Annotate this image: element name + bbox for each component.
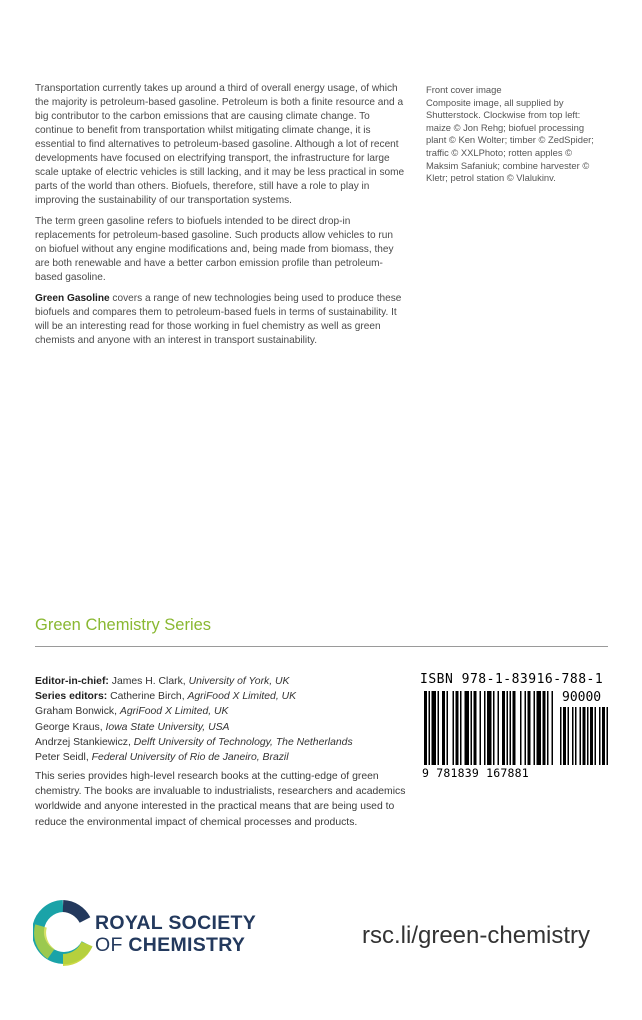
barcode-addon-bar bbox=[599, 707, 601, 765]
series-editor-name: Graham Bonwick, bbox=[35, 706, 120, 718]
barcode-bar bbox=[471, 691, 473, 765]
series-description: This series provides high-level research books at the cutting-edge of green chemistry. The books are invaluable to industrialists, researchers and academics worldwide and anyone interested in the practical means that are being used to reduce the environmental impact of chemical processes and products. bbox=[35, 771, 406, 828]
barcode-bar bbox=[498, 691, 500, 765]
barcode-bar bbox=[442, 691, 445, 765]
description-paragraph-3 bbox=[35, 292, 405, 348]
rsc-logo bbox=[33, 900, 273, 968]
isbn-number: ISBN 978-1-83916-788-1 bbox=[420, 672, 604, 687]
series-editor-name: Peter Seidl, bbox=[35, 752, 92, 764]
cover-image-credit bbox=[426, 84, 606, 185]
barcode-bar bbox=[543, 691, 546, 765]
barcode-addon-number: 90000 bbox=[562, 690, 602, 705]
barcode-bar bbox=[507, 691, 509, 765]
isbn-barcode-block bbox=[420, 672, 612, 782]
barcode-bar bbox=[447, 691, 449, 765]
logo-chemistry: CHEMISTRY bbox=[128, 934, 246, 956]
logo-of: OF bbox=[95, 934, 129, 956]
rsc-logo-text bbox=[95, 912, 256, 956]
book-description bbox=[35, 82, 405, 355]
series-editors bbox=[35, 674, 405, 765]
barcode-digits: 9 781839 167881 bbox=[422, 766, 529, 780]
barcode-addon-bar bbox=[563, 707, 566, 765]
description-paragraph-2: The term green gasoline refers to biofuels intended to be direct drop-in replacements for petroleum-based gasoline. Such products allow vehicles to run on biofuel without any engine modifications and, being made from biomass, they are both renewable and have a better carbon emission profile than petroleum-based gasoline. bbox=[35, 216, 394, 283]
editor-in-chief-affiliation: University of York, UK bbox=[188, 676, 290, 687]
series-editor-affiliation: Iowa State University, USA bbox=[105, 721, 230, 733]
description-paragraph-3-text: covers a range of new technologies being used to produce these biofuels and compares them to petroleum-based fuels in terms of sustainability. It will be an interesting read for those working in fuel chemistry as well as green chemists and anyone with an interest in transport sustainability. bbox=[35, 293, 402, 346]
logo-line-1: ROYAL SOCIETY bbox=[95, 912, 257, 934]
barcode-bar bbox=[510, 691, 512, 765]
barcode-bar bbox=[432, 691, 437, 765]
barcode-bar bbox=[513, 691, 516, 765]
barcode-addon-bar bbox=[590, 707, 593, 765]
barcode-bar bbox=[487, 691, 492, 765]
series-url[interactable]: rsc.li/green-chemistry bbox=[362, 922, 591, 949]
barcode-addon-bar bbox=[575, 707, 577, 765]
series-editor-name: George Kraus, bbox=[35, 721, 106, 733]
barcode-addon-bar bbox=[583, 707, 586, 765]
cover-credit-heading: Front cover image bbox=[426, 84, 502, 95]
barcode-addon-bar bbox=[607, 707, 609, 765]
barcode-addon-bar bbox=[580, 707, 582, 765]
barcode-bar bbox=[474, 691, 477, 765]
barcode-bar bbox=[429, 691, 431, 765]
series-editor-line bbox=[35, 704, 405, 719]
barcode-bar bbox=[520, 691, 522, 765]
barcode-bar bbox=[534, 691, 536, 765]
series-editor-affiliation: Federal University of Rio de Janeiro, Brazil bbox=[91, 752, 289, 764]
barcode-bar bbox=[537, 691, 542, 765]
description-paragraph-1: Transportation currently takes up around a third of overall energy usage, of which the majority is petroleum-based gasoline. Petroleum is both a finite resource and a big contributor to the carbon emissions that are causing climate change. To continue to benefit from transportation whilst mitigating climate change, it is essential to find alternatives to petroleum-based gasoline. Although a lot of recent developments have focused on electrifying transport, the infrastructure for large scale uptake of electric vehicles is still lacking, and it may be less practical in some parts of the world than others. Biofuels, therefore, still have a role to play in improving the sustainability of our transportation systems. bbox=[35, 83, 405, 206]
barcode-bar bbox=[484, 691, 486, 765]
barcode-addon-bar bbox=[587, 707, 589, 765]
barcode-bar bbox=[480, 691, 482, 765]
series-editor-name: Catherine Birch, bbox=[107, 691, 188, 703]
barcode-bar bbox=[424, 691, 427, 765]
barcode-addon-bar bbox=[560, 707, 562, 765]
editor-in-chief-label: Editor-in-chief: bbox=[35, 676, 109, 687]
barcode-addon-bar bbox=[572, 707, 574, 765]
barcode-addon-bar bbox=[568, 707, 570, 765]
rsc-logo-icon bbox=[33, 900, 93, 968]
barcode-addon-bar bbox=[602, 707, 605, 765]
series-editor-affiliation: AgriFood X Limited, UK bbox=[119, 706, 229, 718]
barcode-bar bbox=[502, 691, 505, 765]
series-editor-affiliation: AgriFood X Limited, UK bbox=[187, 691, 297, 703]
series-editors-label: Series editors: bbox=[35, 691, 108, 703]
series-editor-affiliation: Delft University of Technology, The Netherlands bbox=[133, 736, 353, 748]
editor-in-chief-line bbox=[35, 674, 405, 689]
barcode-bar bbox=[456, 691, 459, 765]
barcode-bar bbox=[453, 691, 455, 765]
series-editor-line bbox=[35, 689, 405, 704]
book-title-bold: Green Gasoline bbox=[35, 293, 110, 304]
barcode-addon-bar bbox=[595, 707, 597, 765]
barcode-bar bbox=[493, 691, 495, 765]
barcode-bar bbox=[525, 691, 527, 765]
series-divider bbox=[35, 646, 608, 647]
series-editor-name: Andrzej Stankiewicz, bbox=[35, 736, 134, 748]
barcode-bar bbox=[465, 691, 470, 765]
barcode-bar bbox=[460, 691, 462, 765]
barcode-bar bbox=[552, 691, 554, 765]
editor-in-chief-name: James H. Clark, bbox=[108, 676, 189, 687]
series-editor-line bbox=[35, 735, 405, 750]
series-editor-line bbox=[35, 720, 405, 735]
barcode-bar bbox=[528, 691, 531, 765]
logo-line-2 bbox=[95, 934, 256, 956]
series-title: Green Chemistry Series bbox=[35, 616, 212, 634]
cover-credit-text: Composite image, all supplied by Shutterstock. Clockwise from top left: maize © Jon Rehg; biofuel processing plant © Ken Wolter; timber © ZedSpider; traffic © XXLPhoto; rotten apples © Maksim Safaniuk; combine harvester © Kletr; petrol station © Vlalukinv. bbox=[426, 96, 594, 184]
series-editor-line bbox=[35, 750, 405, 765]
barcode-bar bbox=[438, 691, 440, 765]
barcode-bar bbox=[547, 691, 549, 765]
